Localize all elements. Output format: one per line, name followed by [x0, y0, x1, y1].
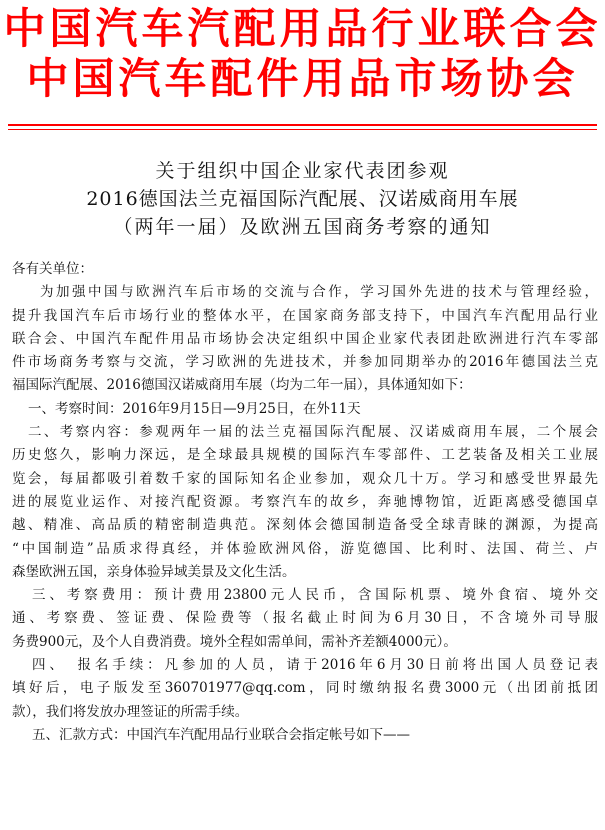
org-name-line-2: 中国汽车配件用品市场协会	[26, 54, 579, 103]
org-name-line-1: 中国汽车汽配用品行业联合会	[3, 4, 602, 53]
body-line: 联合会、中国汽车配件用品市场协会决定组织中国企业家代表团赴欧洲进行汽车零部	[12, 330, 598, 347]
notice-body	[12, 258, 598, 747]
section-3-fees: 三、考察费用：预计费用23800元人民币，含国际机票、境外食宿、境外交	[32, 587, 598, 604]
body-line: 历史悠久，影响力深远，是全球最具规模的国际汽车零部件、工艺装备及相关工业展	[12, 447, 598, 464]
body-line: 览会，每届都吸引着数千家的国际知名企业参加，观众几十万。学习和感受世界最先	[12, 470, 598, 487]
body-line: “中国制造”品质求得真经，并体验欧洲风俗，游览德国、比利时、法国、荷兰、卢	[12, 540, 598, 557]
section-4-registration: 四、 报名手续：凡参加的人员，请于2016年6月30日前将出国人员登记表	[32, 657, 598, 674]
document-title-line-3: （两年一届）及欧洲五国商务考察的通知	[113, 216, 492, 238]
section-2-content: 二、考察内容：参观两年一届的法兰克福国际汽配展、汉诺威商用车展，二个展会	[28, 424, 598, 441]
body-line: 件市场商务考察与交流，学习欧洲的先进技术，并参加同期举办的2016年德国法兰克	[12, 354, 598, 371]
body-line: 提升我国汽车后市场行业的整体水平，在国家商务部支持下，中国汽车汽配用品行业	[12, 307, 598, 324]
body-line: 务费900元，及个人自费消费。境外全程如需单间，需补齐差额4000元）。	[12, 633, 457, 650]
header-red-rule-thick	[8, 124, 597, 126]
section-5-payment: 五、汇款方式：中国汽车汽配用品行业联合会指定帐号如下——	[32, 726, 410, 743]
section-1-time: 一、考察时间：2016年9月15日—9月25日，在外11天	[28, 400, 361, 417]
body-line: 款），我们将发放办理签证的所需手续。	[12, 703, 249, 720]
header-red-rule-thin	[8, 129, 597, 130]
document-title-line-1: 关于组织中国企业家代表团参观	[155, 160, 450, 182]
body-line: 越、精准、高品质的精密制造典范。深刻体会德国制造备受全球青睐的渊源，为提高	[12, 517, 598, 534]
body-line: 填好后，电子版发至360701977@qq.com，同时缴纳报名费3000元（出团前抵团	[12, 680, 598, 697]
body-line: 进的展览业运作、对接汽配资源。考察汽车的故乡，奔驰博物馆，近距离感受德国卓	[12, 493, 598, 510]
salutation: 各有关单位：	[12, 261, 93, 277]
body-line: 通、考察费、签证费、保险费等（报名截止时间为6月30日，不含境外司导服	[12, 610, 598, 627]
document-title-line-2: 2016德国法兰克福国际汽配展、汉诺威商用车展	[86, 188, 519, 210]
body-line: 为加强中国与欧洲汽车后市场的交流与合作，学习国外先进的技术与管理经验，	[40, 284, 598, 301]
body-line: 福国际汽配展、2016德国汉诺威商用车展（均为二年一届），具体通知如下：	[12, 377, 472, 394]
body-line: 森堡欧洲五国，亲身体验异域美景及文化生活。	[12, 563, 296, 580]
